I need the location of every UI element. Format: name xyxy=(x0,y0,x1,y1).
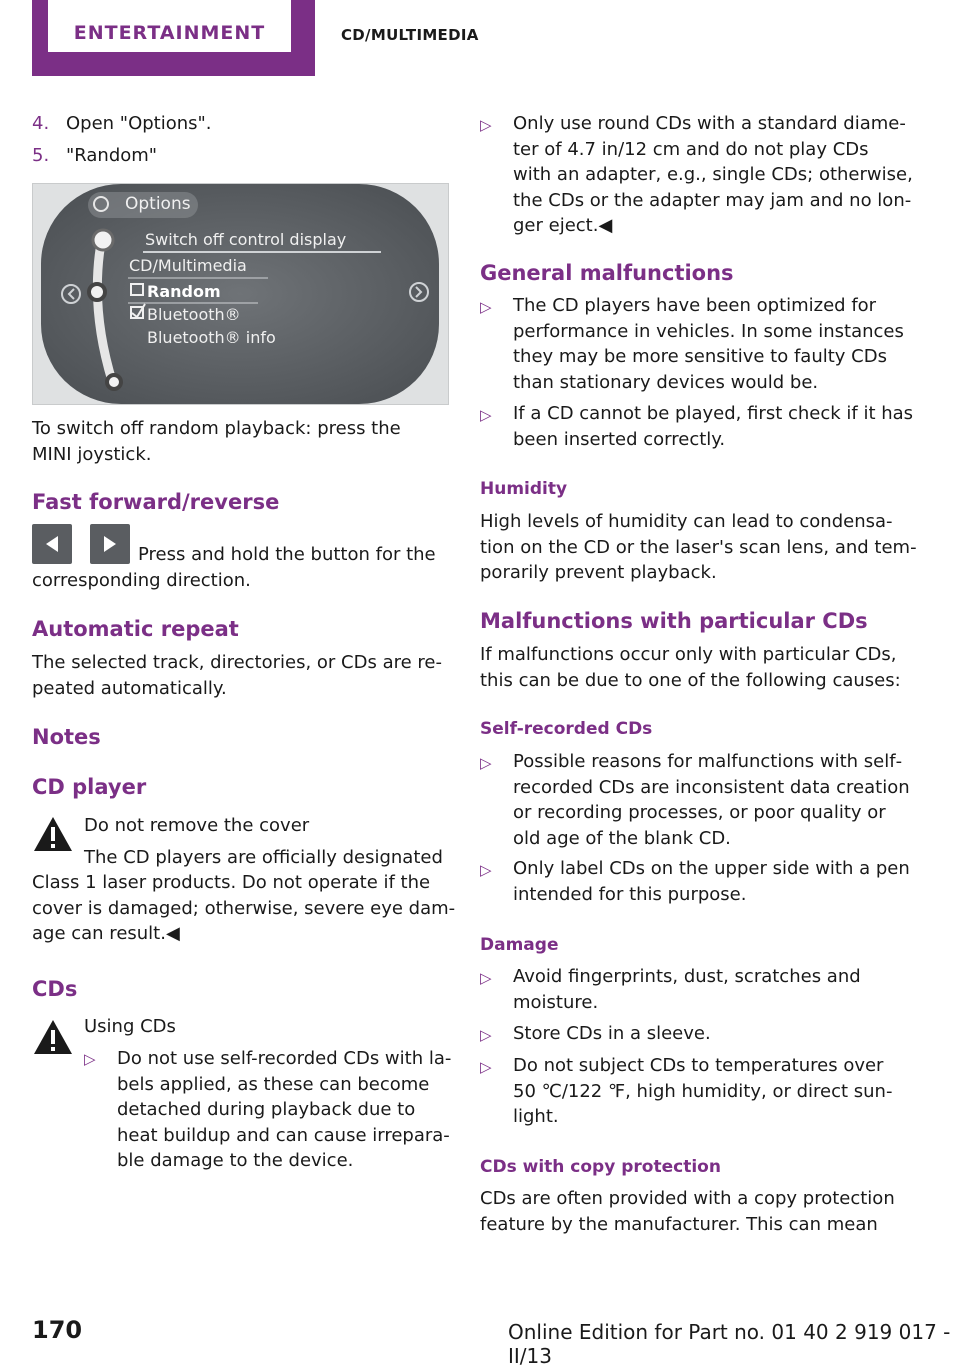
bullet-icon: ▷ xyxy=(480,1058,492,1076)
heading-fast-forward: Fast forward/reverse xyxy=(32,490,280,514)
cds-warning-title: Using CDs xyxy=(84,1016,176,1037)
chapter-title: ENTERTAINMENT xyxy=(73,22,266,44)
screen-title: Options xyxy=(125,194,191,214)
general-bullet-1: The CD players have been optimized for performance in vehicles. In some instances they may be more sensitive to faulty CDs than stationary devices would be. xyxy=(513,295,904,393)
bullet-icon: ▷ xyxy=(480,1026,492,1044)
self-recorded-bullet-1: Possible reasons for malfunctions with self‐ recorded CDs are inconsistent data creation or recording processes, or poor quality or old age of the blank CD. xyxy=(513,751,910,849)
random-off-text: To switch off random playback: press the MINI joystick. xyxy=(32,418,401,465)
bullet-icon: ▷ xyxy=(84,1050,96,1068)
heading-humidity: Humidity xyxy=(480,479,568,499)
options-screen-image xyxy=(32,183,449,405)
humidity-text: High levels of humidity can lead to condensa‐ tion on the CD or the laser's scan lens, and tem‐ porarily prevent playback. xyxy=(480,511,917,583)
round-cds-bullet: Only use round CDs with a standard diame‐ ter of 4.7 in/12 cm and do not play CDs with an adapter, e.g., single CDs; otherwise, the CDs or the adapter may jam and no lon‐ ger eject.◀ xyxy=(513,113,913,236)
ff-text-line2: corresponding direction. xyxy=(32,570,251,591)
copy-protection-text: CDs are often provided with a copy protection feature by the manufacturer. This can mean xyxy=(480,1188,895,1235)
step-number: 4. xyxy=(32,113,50,134)
heading-particular-cds: Malfunctions with particular CDs xyxy=(480,609,868,633)
cd-player-warning-title: Do not remove the cover xyxy=(84,815,310,836)
heading-cds: CDs xyxy=(32,977,78,1001)
heading-automatic-repeat: Automatic repeat xyxy=(32,617,239,641)
heading-general-malfunctions: General malfunctions xyxy=(480,261,734,285)
edition-note: Online Edition for Part no. 01 40 2 919 017 - II/13 xyxy=(508,1320,951,1368)
damage-bullet-1: Avoid fingerprints, dust, scratches and moisture. xyxy=(513,966,861,1013)
heading-self-recorded: Self-recorded CDs xyxy=(480,719,653,739)
repeat-text: The selected track, directories, or CDs are re‐ peated automatically. xyxy=(32,652,442,699)
ff-text-line1: Press and hold the button for the xyxy=(138,544,436,565)
particular-text: If malfunctions occur only with particular CDs, this can be due to one of the following causes: xyxy=(480,644,901,691)
reverse-button-icon xyxy=(32,524,72,564)
bullet-icon: ▷ xyxy=(480,969,492,987)
screen-item: CD/Multimedia xyxy=(129,256,247,275)
step-5: 5. "Random" xyxy=(32,143,157,169)
heading-cd-player: CD player xyxy=(32,775,147,799)
cd-player-warning-line1: The CD players are officially designated xyxy=(84,847,443,868)
heading-copy-protection: CDs with copy protection xyxy=(480,1157,721,1177)
forward-button-icon xyxy=(90,524,130,564)
page-number: 170 xyxy=(32,1316,83,1344)
screen-item-selected: Random xyxy=(147,282,221,301)
bullet-icon: ▷ xyxy=(480,861,492,879)
bullet-icon: ▷ xyxy=(480,298,492,316)
cd-player-warning-rest: Class 1 laser products. Do not operate if the cover is damaged; otherwise, severe eye dam‐ age can result.◀ xyxy=(32,872,456,944)
section-title: CD/MULTIMEDIA xyxy=(341,26,479,44)
screen-item: Bluetooth® info xyxy=(147,328,276,347)
step-4: 4. Open "Options". xyxy=(32,111,212,137)
screen-item: Switch off control display xyxy=(145,230,347,249)
general-bullet-2: If a CD cannot be played, first check if it has been inserted correctly. xyxy=(513,403,914,450)
step-number: 5. xyxy=(32,145,50,166)
warning-icon xyxy=(32,1018,74,1056)
damage-bullet-2: Store CDs in a sleeve. xyxy=(513,1023,711,1044)
heading-notes: Notes xyxy=(32,725,101,749)
cds-bullet-text: Do not use self-recorded CDs with la‐ bels applied, as these can become detached during playback due to heat buildup and can cause irrepara‐ ble damage to the device. xyxy=(117,1048,452,1171)
self-recorded-bullet-2: Only label CDs on the upper side with a pen intended for this purpose. xyxy=(513,858,910,905)
bullet-icon: ▷ xyxy=(480,406,492,424)
options-screen-graphic xyxy=(33,184,448,404)
bullet-icon: ▷ xyxy=(480,754,492,772)
damage-bullet-3: Do not subject CDs to temperatures over 50 ℃/122 ℉, high humidity, or direct sun‐ light. xyxy=(513,1055,893,1127)
heading-damage: Damage xyxy=(480,935,559,955)
screen-item: Bluetooth® xyxy=(147,305,241,324)
warning-icon xyxy=(32,815,74,853)
bullet-icon: ▷ xyxy=(480,116,492,134)
